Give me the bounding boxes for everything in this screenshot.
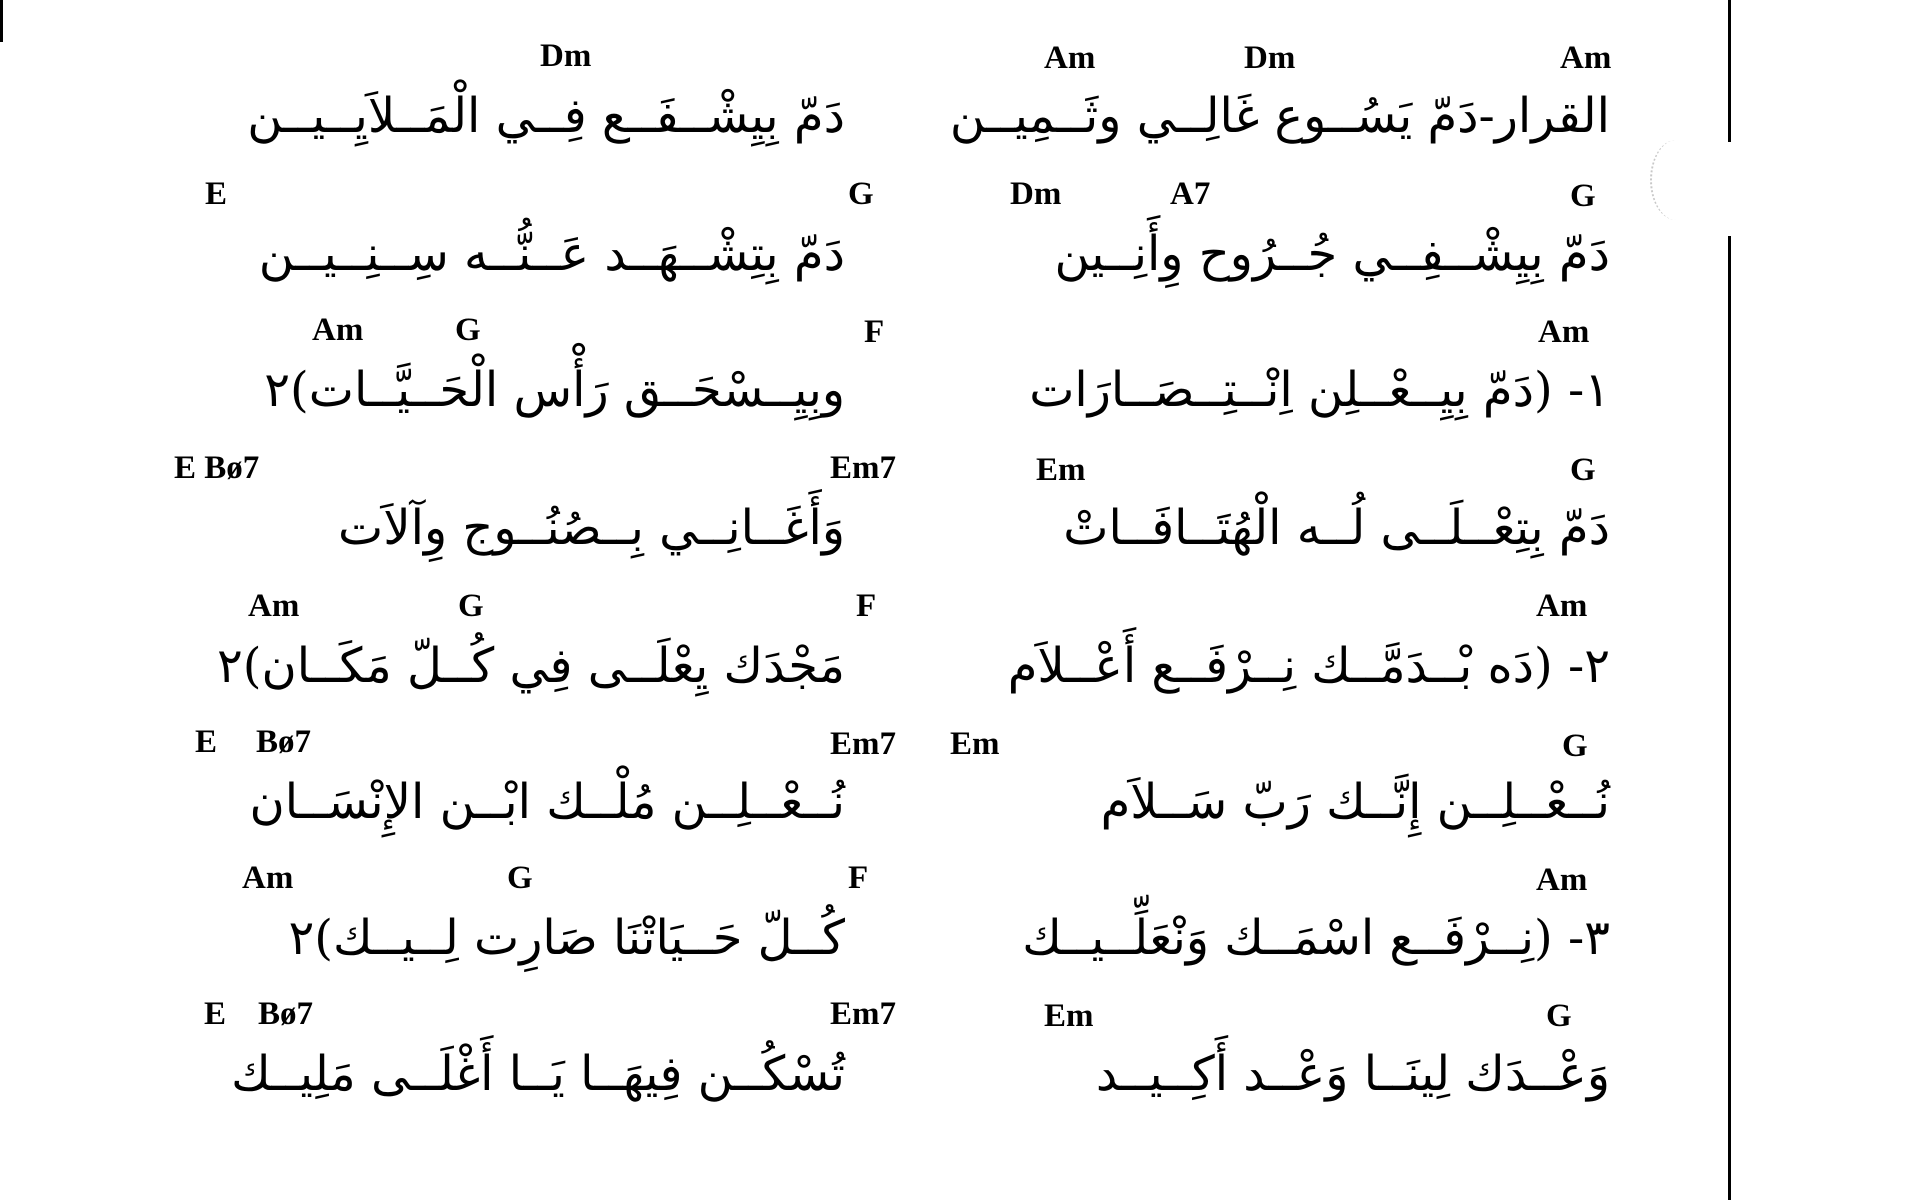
- chord: Em: [1044, 998, 1094, 1034]
- lyric-row: [0, 500, 1920, 570]
- chord: E: [205, 176, 228, 212]
- chord: G: [848, 176, 874, 212]
- lyric-right: ١- (دَمّ بِيِــعْــلِن اِنْــتِــصَــارَات: [1029, 362, 1610, 418]
- chord: Em: [950, 726, 1000, 762]
- chord: A7: [1170, 176, 1211, 212]
- chord: E: [195, 724, 218, 760]
- chord: Dm: [540, 38, 592, 74]
- chord: G: [458, 588, 484, 624]
- lyric-right: وَعْــدَك لِينَــا وَعْــد أَكِــيــد: [1095, 1046, 1610, 1102]
- lyric-row: [0, 1046, 1920, 1116]
- lyric-left: نُــعْــلِــن مُلْــك ابْــن الإِنْسَــان: [249, 774, 845, 830]
- chord: G: [1562, 728, 1588, 764]
- lyric-row: [0, 226, 1920, 296]
- chord: F: [864, 314, 885, 350]
- chord: F: [856, 588, 877, 624]
- chord: Am: [1536, 862, 1588, 898]
- chord: G: [1570, 178, 1596, 214]
- chord: Em: [1036, 452, 1086, 488]
- chord: Dm: [1244, 40, 1296, 76]
- chord: Bø7: [256, 724, 312, 760]
- chord: G: [1546, 998, 1572, 1034]
- chord: Em7: [830, 450, 896, 486]
- lyric-right: دَمّ بِتِعْــلَــى لُــه الْهُتَــافَــاتْ: [1063, 500, 1610, 556]
- chord: Am: [248, 588, 300, 624]
- chord: E: [204, 996, 227, 1032]
- lyric-left: تُسْكُــن فِيهَــا يَــا أَغْلَــى مَلِيــك: [231, 1046, 845, 1102]
- chord: Bø7: [258, 996, 314, 1032]
- lyric-row: [0, 774, 1920, 844]
- chord: Am: [1538, 314, 1590, 350]
- lyric-left: دَمّ بِتِشْــهَــد عَــنُّــه سِــنِــيــن: [258, 226, 845, 282]
- chord: Am: [1560, 40, 1612, 76]
- lyric-left: وبِيِــسْحَــق رَأْس الْحَــيَّــات)٢: [264, 362, 845, 418]
- lyric-right: ٣- (نِــرْفَــع اسْمَــك وَنْعَلِّــيــك: [1022, 910, 1610, 966]
- lyric-left: كُــلّ حَــيَاتْنَا صَارِت لِــيــك)٢: [288, 910, 845, 966]
- lyric-left: دَمّ بِيِشْــفَــع فِــي الْمَــلاَيِــيــن: [247, 88, 845, 144]
- chord: Am: [1536, 588, 1588, 624]
- page-edge-mark: [0, 0, 3, 42]
- lyric-row: [0, 910, 1920, 980]
- chord: G: [455, 312, 481, 348]
- chord: Am: [1044, 40, 1096, 76]
- lyric-left: وَأَغَــانِــي بِــصُنُــوج وِآلاَت: [338, 500, 845, 556]
- lyric-row: [0, 638, 1920, 708]
- lyric-right: القرار-دَمّ يَسُــوع غَالِــي وثَــمِيــن: [949, 88, 1610, 144]
- lyric-row: [0, 88, 1920, 158]
- chord: Am: [312, 312, 364, 348]
- lyric-right: نُــعْــلِــن إِنَّــك رَبّ سَــلاَم: [1100, 774, 1610, 830]
- chord: F: [848, 860, 869, 896]
- lyric-left: مَجْدَك يِعْلَــى فِي كُــلّ مَكَــان)٢: [216, 638, 845, 694]
- lyric-right: دَمّ بِيِشْــفِــي جُــرُوح وِأَنِــين: [1054, 226, 1610, 282]
- chord: G: [1570, 452, 1596, 488]
- lyric-right: ٢- (دَه بْــدَمَّــك نِــرْفَــع أَعْــلاَم: [1007, 638, 1610, 694]
- chord: G: [507, 860, 533, 896]
- chord: Am: [242, 860, 294, 896]
- chord: Em7: [830, 726, 896, 762]
- chord: Em7: [830, 996, 896, 1032]
- lyric-row: [0, 362, 1920, 432]
- chord: E Bø7: [174, 450, 260, 486]
- chord: Dm: [1010, 176, 1062, 212]
